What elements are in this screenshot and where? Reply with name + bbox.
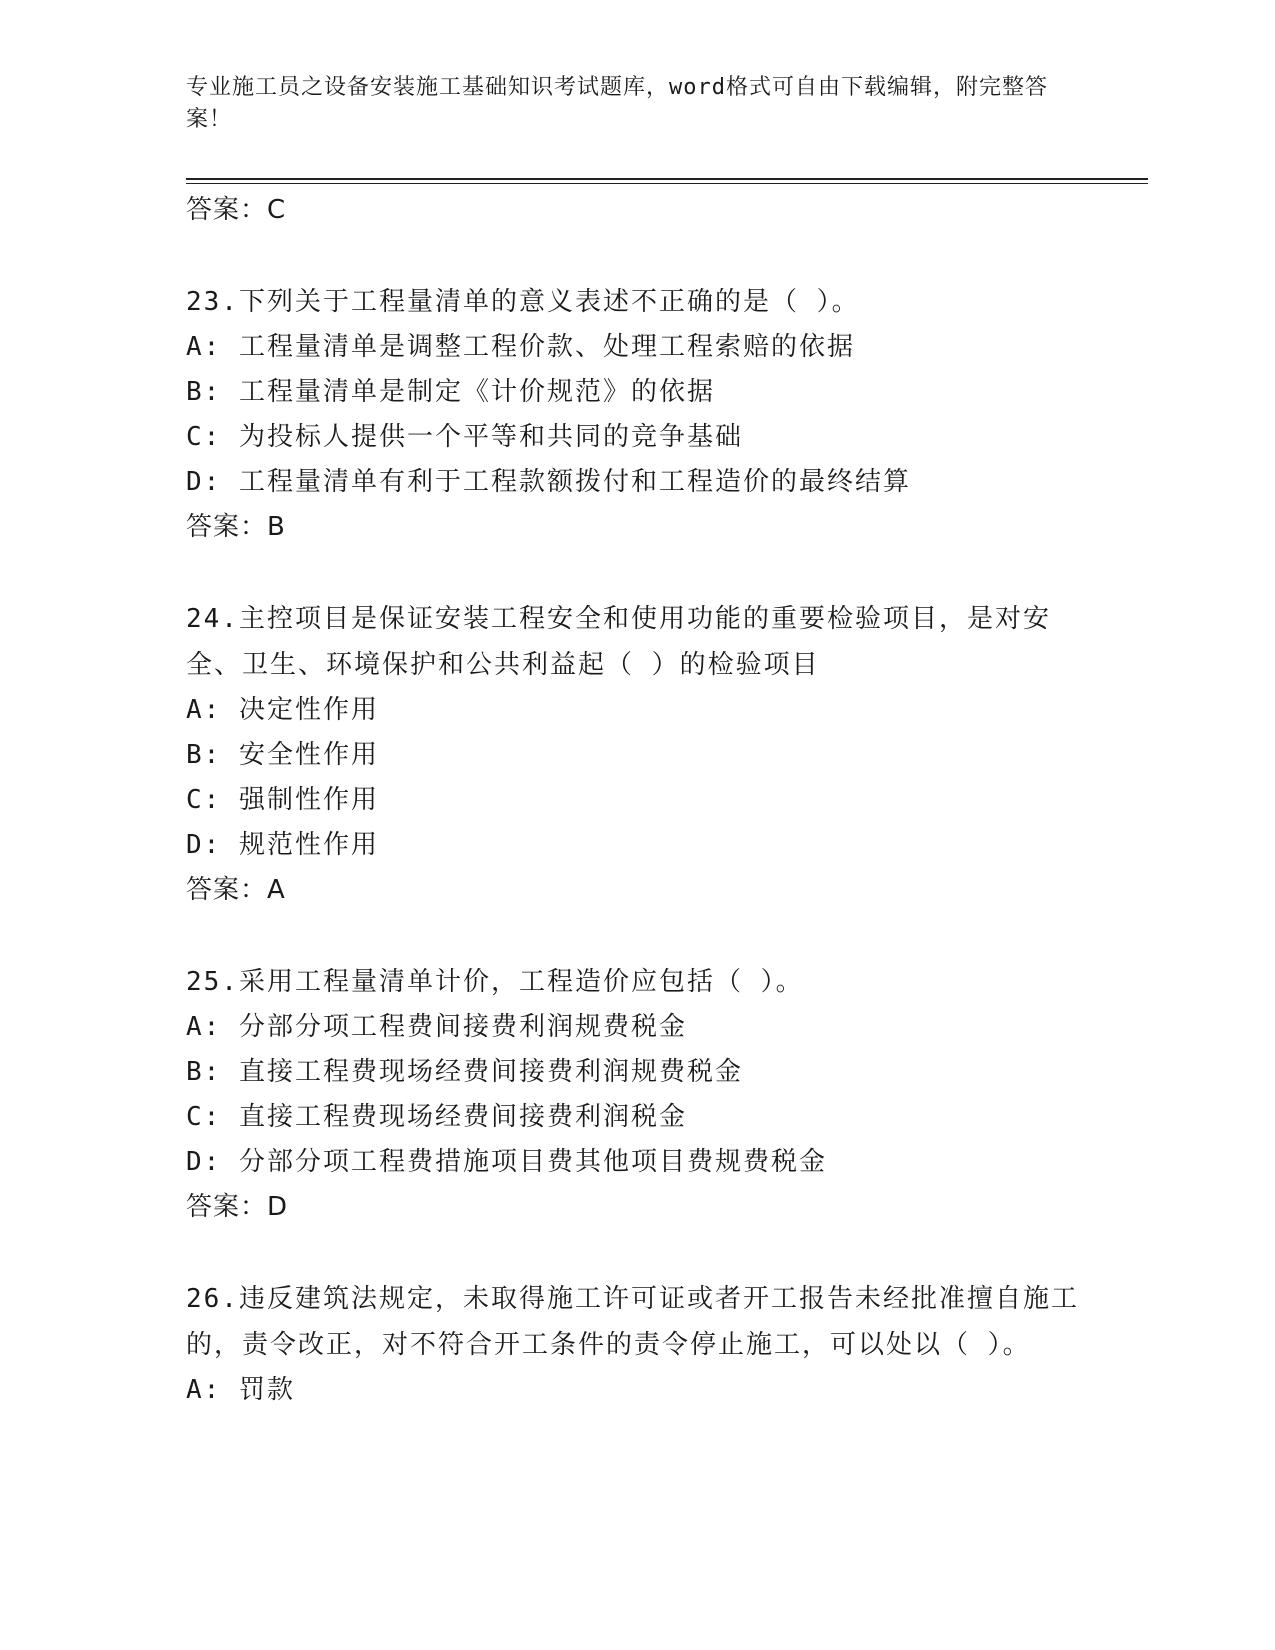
answer-text: 答案：A (186, 875, 286, 905)
question-block (186, 959, 1086, 1229)
spacer (186, 549, 1086, 596)
option-d: D: 分部分项工程费措施项目费其他项目费规费税金 (186, 1147, 827, 1177)
question-list (186, 188, 1086, 1413)
answer-text: 答案：C (186, 195, 287, 225)
option-a: A: 罚款 (186, 1375, 295, 1405)
answer-text: 答案：B (186, 512, 286, 542)
question-text: 25.采用工程量清单计价，工程造价应包括（ ）。 (186, 967, 804, 997)
option-c: C: 强制性作用 (186, 785, 379, 815)
option-c: C: 为投标人提供一个平等和共同的竞争基础 (186, 422, 743, 452)
option-a: A: 工程量清单是调整工程价款、处理工程索赔的依据 (186, 332, 855, 362)
header-divider-thick (186, 178, 1148, 180)
option-a: A: 分部分项工程费间接费利润规费税金 (186, 1012, 687, 1042)
spacer (186, 232, 1086, 279)
question-text: 24.主控项目是保证安装工程安全和使用功能的重要检验项目，是对安全、卫生、环境保护和公共利益起（ ）的检验项目 (186, 604, 1051, 680)
spacer (186, 1229, 1086, 1276)
question-block (186, 279, 1086, 549)
question-text: 26.违反建筑法规定，未取得施工许可证或者开工报告未经批准擅自施工的，责令改正，对不符合开工条件的责令停止施工，可以处以（ ）。 (186, 1284, 1079, 1360)
option-b: B: 工程量清单是制定《计价规范》的依据 (186, 377, 715, 407)
option-d: D: 规范性作用 (186, 830, 379, 860)
answer-text: 答案：D (186, 1192, 289, 1222)
page-header: 专业施工员之设备安装施工基础知识考试题库，word格式可自由下载编辑，附完整答案！ (186, 75, 1048, 132)
option-a: A: 决定性作用 (186, 695, 379, 725)
spacer (186, 912, 1086, 959)
option-d: D: 工程量清单有利于工程款额拨付和工程造价的最终结算 (186, 467, 911, 497)
question-text: 23.下列关于工程量清单的意义表述不正确的是（ ）。 (186, 287, 860, 317)
question-block (186, 1276, 1086, 1413)
option-b: B: 安全性作用 (186, 740, 379, 770)
option-c: C: 直接工程费现场经费间接费利润税金 (186, 1102, 687, 1132)
question-block (186, 596, 1086, 912)
option-b: B: 直接工程费现场经费间接费利润规费税金 (186, 1057, 743, 1087)
header-divider-thin (186, 183, 1148, 184)
